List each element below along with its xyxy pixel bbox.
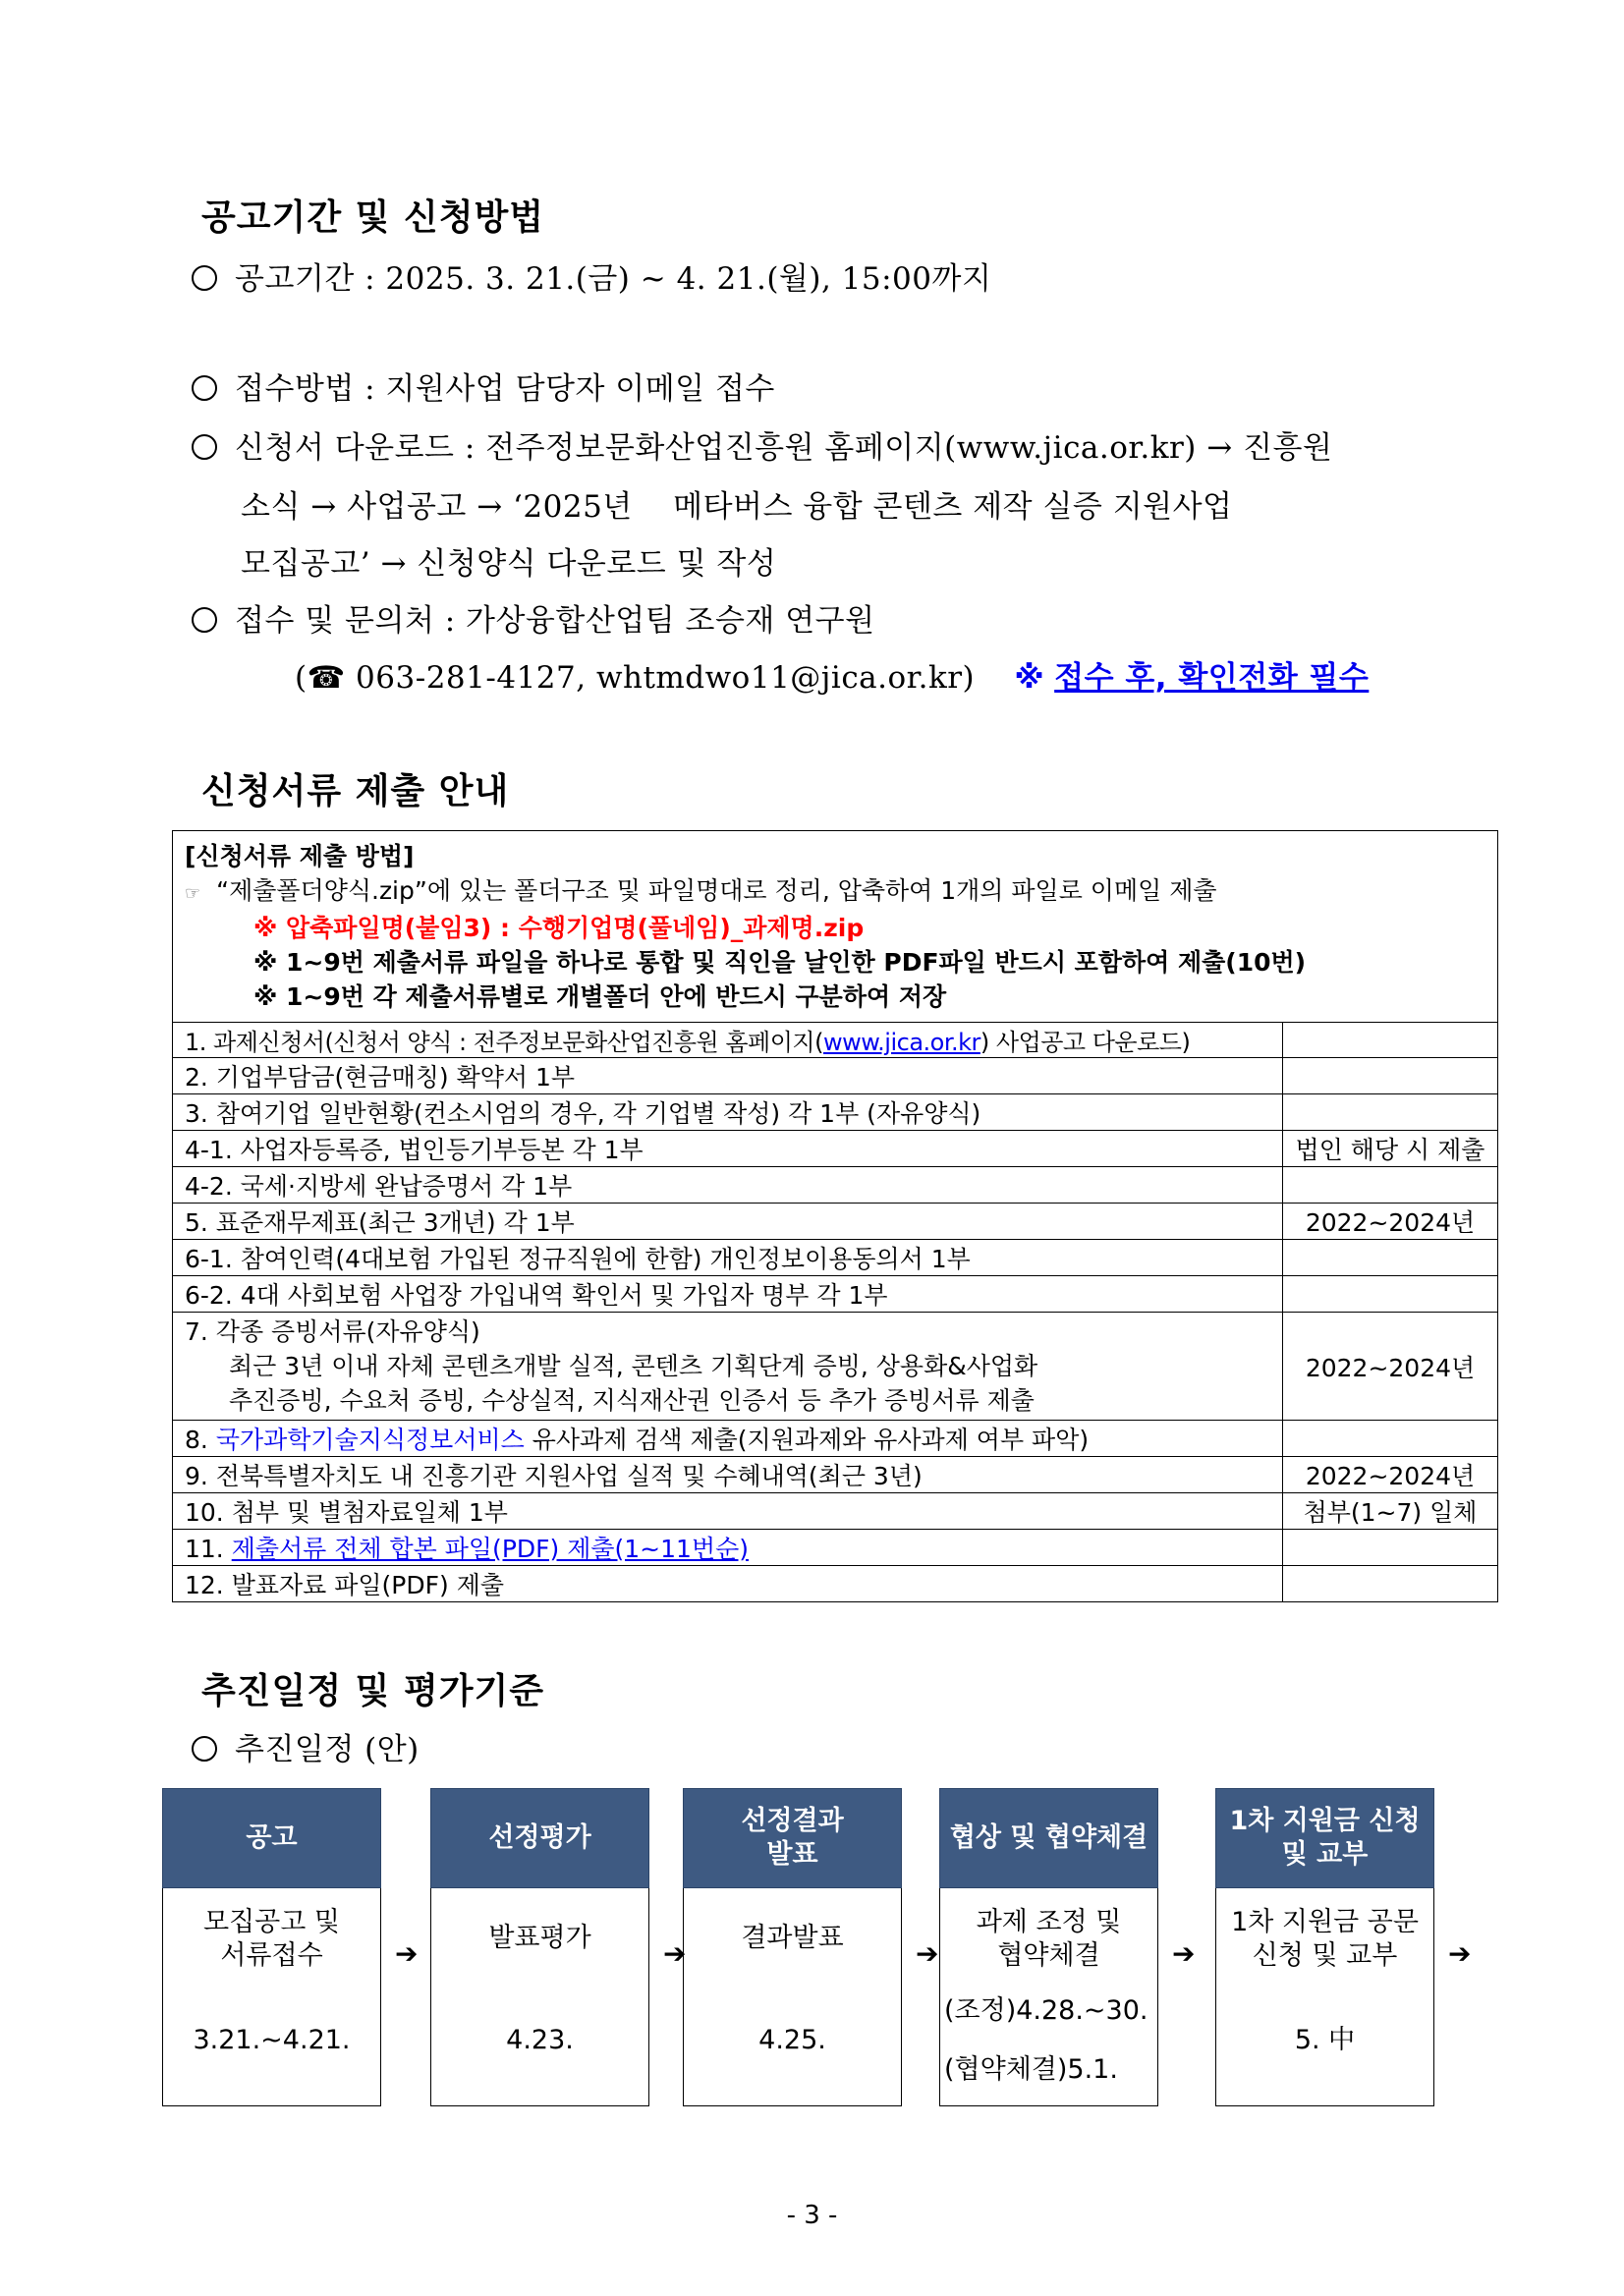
schedule-step-desc: 결과발표: [741, 1923, 844, 1953]
schedule-step-body: [683, 1888, 902, 2106]
download-text-1: 신청서 다운로드 : 전주정보문화산업진흥원 홈페이지(www.jica.or.kr) → 진흥원: [235, 430, 1333, 466]
schedule-step-date: (조정)4.28.~30. (협약체결)5.1.: [944, 1995, 1148, 2085]
period-text: 공고기간 : 2025. 3. 21.(금) ~ 4. 21.(월), 15:00까지: [235, 261, 992, 297]
schedule-step-body: [162, 1888, 381, 2106]
circle-bullet-icon: [192, 375, 217, 401]
schedule-step-desc: 모집공고 및 서류접수: [203, 1907, 340, 1971]
schedule-step-head: 선정결과 발표: [683, 1788, 902, 1888]
schedule-step-date: 4.23.: [506, 2025, 574, 2055]
receipt-line: [192, 364, 775, 408]
download-line-3: 모집공고’ → 신청양식 다운로드 및 작성: [241, 546, 777, 582]
schedule-step-desc: 과제 조정 및 협약체결: [976, 1907, 1122, 1971]
submission-intro: ☞ “제출폴더양식.zip”에 있는 폴더구조 및 파일명대로 정리, 압축하여 1개의 파일로 이메일 제출: [185, 876, 1217, 905]
schedule-step-head: 공고: [162, 1788, 381, 1888]
confirm-call-note: 접수 후, 확인전화 필수: [1054, 660, 1370, 696]
zip-filename-note: ※ 압축파일명(붙임3) : 수행기업명(풀네임)_과제명.zip: [253, 914, 865, 942]
doc-item-12: 12. 발표자료 파일(PDF) 제출: [173, 1566, 1283, 1602]
table-row: [173, 1276, 1498, 1313]
circle-bullet-icon: [192, 607, 217, 633]
arrow-right-icon: ➔: [1172, 1937, 1196, 1970]
circle-bullet-icon: [192, 434, 217, 460]
table-row: [173, 1566, 1498, 1602]
table-row: [173, 1457, 1498, 1493]
schedule-step-head: 1차 지원금 신청 및 교부: [1215, 1788, 1434, 1888]
doc-item-5-remark: 2022~2024년: [1283, 1204, 1498, 1240]
doc-item-9-remark: 2022~2024년: [1283, 1457, 1498, 1493]
table-row: [173, 1313, 1498, 1421]
section-title-documents: 신청서류 제출 안내: [201, 771, 510, 812]
table-row: [173, 1167, 1498, 1204]
doc-item-1: 1. 과제신청서(신청서 양식 : 전주정보문화산업진흥원 홈페이지(www.jica.or.kr) 사업공고 다운로드): [173, 1023, 1283, 1058]
contact-line: [192, 595, 875, 640]
schedule-step-date: 4.25.: [758, 2025, 826, 2055]
table-row: [173, 831, 1498, 1023]
doc-item-4-2: 4-2. 국세·지방세 완납증명서 각 1부: [173, 1167, 1283, 1204]
table-row: [173, 1023, 1498, 1058]
folder-note: ※ 1~9번 각 제출서류별로 개별폴더 안에 반드시 구분하여 저장: [253, 982, 947, 1011]
schedule-step-head: 선정평가: [430, 1788, 649, 1888]
doc-item-6-1: 6-1. 참여인력(4대보험 가입된 정규직원에 한함) 개인정보이용동의서 1부: [173, 1240, 1283, 1276]
arrow-right-icon: ➔: [1448, 1937, 1472, 1970]
arrow-right-icon: ➔: [916, 1937, 939, 1970]
schedule-step-body: [939, 1888, 1158, 2106]
schedule-step-date: 3.21.~4.21.: [193, 2025, 351, 2055]
download-line-2: 소식 → 사업공고 → ‘2025년 메타버스 융합 콘텐츠 제작 실증 지원사업: [241, 489, 1233, 525]
table-row: [173, 1058, 1498, 1094]
doc-item-4-1: 4-1. 사업자등록증, 법인등기부등본 각 1부: [173, 1131, 1283, 1167]
table-row: [173, 1204, 1498, 1240]
jica-homepage-link[interactable]: www.jica.or.kr: [822, 1029, 980, 1056]
doc-item-5: 5. 표준재무제표(최근 3개년) 각 1부: [173, 1204, 1283, 1240]
schedule-step-desc: 1차 지원금 공문 신청 및 교부: [1231, 1907, 1419, 1971]
schedule-step-body: [1215, 1888, 1434, 2106]
download-line-1: [192, 422, 1332, 467]
period-line: [192, 253, 991, 298]
doc-item-2: 2. 기업부담금(현금매칭) 확약서 1부: [173, 1058, 1283, 1094]
doc-item-3: 3. 참여기업 일반현황(컨소시엄의 경우, 각 기업별 작성) 각 1부 (자유양식): [173, 1094, 1283, 1131]
documents-table: [172, 830, 1498, 1602]
section-title-schedule: 추진일정 및 평가기준: [201, 1671, 545, 1711]
submission-method-cell: [173, 831, 1498, 1023]
arrow-right-icon: ➔: [395, 1937, 419, 1970]
schedule-step-desc: 발표평가: [488, 1923, 591, 1953]
schedule-label: 추진일정 (안): [235, 1732, 420, 1767]
schedule-step-body: [430, 1888, 649, 2106]
table-row: [173, 1530, 1498, 1566]
submission-method-header: [신청서류 제출 방법]: [185, 842, 415, 870]
pdf-merge-note: ※ 1~9번 제출서류 파일을 하나로 통합 및 직인을 날인한 PDF파일 반드시 포함하여 제출(10번): [253, 948, 1307, 977]
ntis-service-link[interactable]: 국가과학기술지식정보서비스: [215, 1426, 525, 1454]
circle-bullet-icon: [192, 265, 217, 291]
contact-phone-line: [295, 652, 1369, 697]
doc-item-9: 9. 전북특별자치도 내 진흥기관 지원사업 실적 및 수혜내역(최근 3년): [173, 1457, 1283, 1493]
doc-item-10: 10. 첨부 및 별첨자료일체 1부: [173, 1493, 1283, 1530]
doc-item-7: 7. 각종 증빙서류(자유양식) 최근 3년 이내 자체 콘텐츠개발 실적, 콘텐츠 기획단계 증빙, 상용화&사업화 추진증빙, 수요처 증빙, 수상실적, 지식재산권 인증서 등 추가 증빙서류 제출: [173, 1313, 1283, 1421]
schedule-step-date: 5. 中: [1294, 2025, 1356, 2055]
schedule-label-line: [192, 1724, 420, 1768]
doc-item-4-1-remark: 법인 해당 시 제출: [1283, 1131, 1498, 1167]
doc-item-10-remark: 첨부(1~7) 일체: [1283, 1493, 1498, 1530]
table-row: [173, 1493, 1498, 1530]
doc-item-7-remark: 2022~2024년: [1283, 1313, 1498, 1421]
contact-phone: (☎ 063-281-4127, whtmdwo11@jica.or.kr): [295, 660, 976, 696]
table-row: [173, 1240, 1498, 1276]
doc-item-6-2: 6-2. 4대 사회보험 사업장 가입내역 확인서 및 가입자 명부 각 1부: [173, 1276, 1283, 1313]
table-row: [173, 1131, 1498, 1167]
page-number: - 3 -: [786, 2201, 838, 2230]
table-row: [173, 1421, 1498, 1457]
doc-item-8: 8. 국가과학기술지식정보서비스 유사과제 검색 제출(지원과제와 유사과제 여부 파악): [173, 1421, 1283, 1457]
schedule-step-head: 협상 및 협약체결: [939, 1788, 1158, 1888]
contact-text: 접수 및 문의처 : 가상융합산업팀 조승재 연구원: [235, 603, 875, 639]
table-row: [173, 1094, 1498, 1131]
receipt-text: 접수방법 : 지원사업 담당자 이메일 접수: [235, 371, 775, 407]
arrow-right-icon: ➔: [663, 1937, 687, 1970]
doc-item-11: 11. 제출서류 전체 합본 파일(PDF) 제출(1~11번순): [173, 1530, 1283, 1566]
merged-pdf-link[interactable]: 제출서류 전체 합본 파일(PDF) 제출(1~11번순): [231, 1535, 749, 1563]
reference-mark-icon: ※: [1014, 660, 1045, 696]
pointing-hand-icon: ☞: [185, 883, 201, 904]
section-title-period: 공고기간 및 신청방법: [201, 197, 545, 238]
circle-bullet-icon: [192, 1736, 217, 1762]
